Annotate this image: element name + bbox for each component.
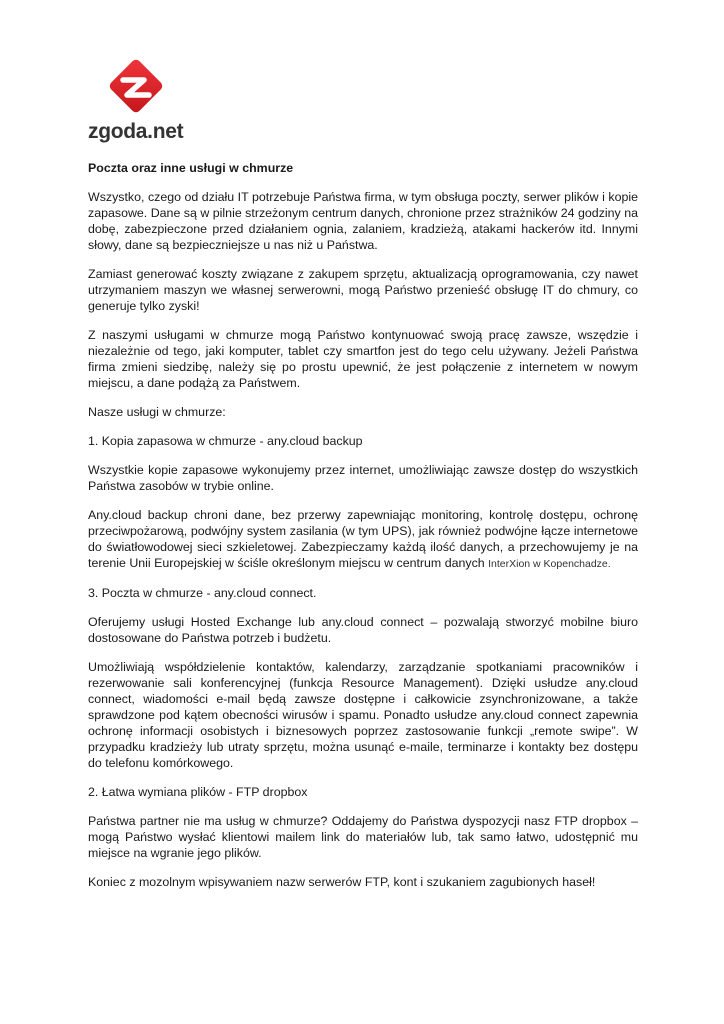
paragraph-hosted-exchange: Oferujemy usługi Hosted Exchange lub any.cloud connect – pozwalają stworzyć mobilne biuro dostosowane do Państwa potrzeb i budżetu. — [88, 615, 638, 645]
section-ftp-heading: 2. Łatwa wymiana plików - FTP dropbox — [88, 785, 308, 799]
paragraph-connect-features: Umożliwiają współdzielenie kontaktów, kalendarzy, zarządzanie spotkaniami pracowników i rezerwowanie sali konferencyjnej (funkcja Resource Management). Dzięki usłudze any.cloud connect, wiadomości e-mail będą zawsze dostępne i całkowicie zsynchronizowane, a także sprawdzone pod kątem obecności wirusów i spamu. Ponadto usłudze any.cloud connect zapewnia ochronę informacji osobistych i biznesowych poprzez zastosowanie funkcji „remote swipe”. W przypadku kradzieży lub utraty sprzętu, można usunąć e-maile, terminarze i kontakty bez dostępu do telefonu komórkowego. — [88, 660, 638, 770]
paragraph-closing: Koniec z mozolnym wpisywaniem nazw serwerów FTP, kont i szukaniem zagubionych haseł! — [88, 875, 596, 889]
logo-wordmark: zgoda.net — [88, 120, 184, 143]
paragraph-backup-online: Wszystkie kopie zapasowe wykonujemy przez internet, umożliwiając zawsze dostęp do wszystkich Państwa zasobów w trybie online. — [88, 463, 638, 493]
backup-details-text: Any.cloud backup chroni dane, bez przerwy zapewniając monitoring, kontrolę dostępu, ochronę przeciwpożarową, podwójny system zasilania (w tym UPS), jak również podwójne łącze internetowe do światłowodowej sieci szkieletowej. Zabezpieczamy każdą ilość danych, a przechowujemy je na terenie Unii Europejskiej w ściśle określonym miejscu w centrum danych — [88, 508, 638, 570]
document-body — [88, 160, 638, 903]
services-heading: Nasze usługi w chmurze: — [88, 405, 226, 419]
section-mail-heading: 3. Poczta w chmurze - any.cloud connect. — [88, 586, 317, 600]
paragraph-backup-details — [88, 507, 638, 572]
paragraph-ftp-dropbox: Państwa partner nie ma usług w chmurze? Oddajemy do Państwa dyspozycji nasz FTP dropbox – mogą Państwo wysłać klientowi mailem link do materiałów lub, tak samo łatwo, udostępnić mu miejsce na wgranie jego plików. — [88, 814, 638, 860]
section-backup-heading: 1. Kopia zapasowa w chmurze - any.cloud backup — [88, 434, 363, 448]
company-logo — [88, 54, 188, 146]
paragraph-intro: Wszystko, czego od działu IT potrzebuje Państwa firma, w tym obsługa poczty, serwer plików i kopie zapasowe. Dane są w pilnie strzeżonym centrum danych, chronione przez strażników 24 godziny na dobę, zabezpieczone przed działaniem ognia, zalaniem, kradzieżą, atakami hackerów itd. Innymi słowy, dane są bezpieczniejsze u nas niż u Państwa. — [88, 190, 638, 252]
paragraph-mobility: Z naszymi usługami w chmurze mogą Państwo kontynuować swoją pracę zawsze, wszędzie i niezależnie od tego, jaki komputer, tablet czy smartfon jest do tego celu używany. Jeżeli Państwa firma zmieni siedzibę, należy się po prostu upewnić, że jest połączenie z internetem w nowym miejscu, a dane podążą za Państwem. — [88, 328, 638, 390]
document-title: Poczta oraz inne usługi w chmurze — [88, 161, 294, 175]
datacenter-name: InterXion w Kopenchadze. — [488, 558, 611, 570]
zgoda-logo-icon — [104, 54, 168, 118]
paragraph-costs: Zamiast generować koszty związane z zakupem sprzętu, aktualizacją oprogramowania, czy nawet utrzymaniem maszyn we własnej serwerowni, mogą Państwo przenieść obsługę IT do chmury, co generuje tylko zyski! — [88, 267, 638, 313]
